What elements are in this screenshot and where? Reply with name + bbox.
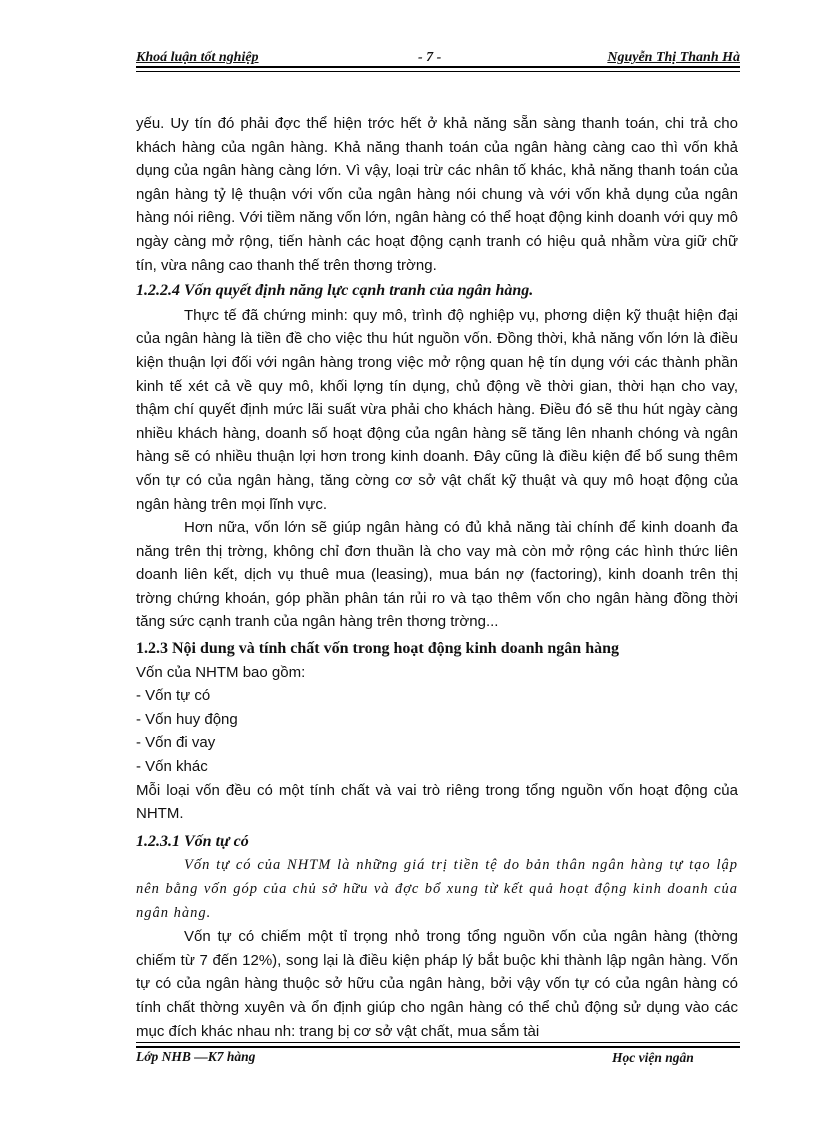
page-body (136, 112, 738, 1043)
footer-class: Lớp NHB —K7 hàng (136, 1049, 256, 1064)
footer-rule-thick (136, 1046, 740, 1048)
paragraph: Hơn nữa, vốn lớn sẽ giúp ngân hàng có đủ khả năng tài chính để kinh doanh đa năng trên thị trờng, không chỉ đơn thuần là cho vay mà còn mở rộng các hình thức liên doanh liên kết, dịch vụ thuê mua (leasing), mua bán nợ (factoring), kinh doanh trên thị trờng chứng khoán, góp phần phân tán rủi ro và tạo thêm vốn cho ngân hàng đồng thời tăng sức cạnh tranh của ngân hàng trên thơng trờng... (136, 519, 738, 631)
list-item: - Vốn khác (136, 758, 208, 776)
header-author: Nguyễn Thị Thanh Hà (607, 50, 740, 65)
section-heading-1-2-3-1: 1.2.3.1 Vốn tự có (136, 832, 249, 850)
list-item: - Vốn đi vay (136, 734, 216, 752)
section-heading-1-2-3: 1.2.3 Nội dung và tính chất vốn trong hoạt động kinh doanh ngân hàng (136, 640, 619, 658)
paragraph: Mỗi loại vốn đều có một tính chất và vai trò riêng trong tổng nguồn vốn hoạt động của NHTM. (136, 781, 738, 823)
definition-paragraph: Vốn tự có của NHTM là những giá trị tiền tệ do bản thân ngân hàng tự tạo lập nên bằng vốn góp của chủ sở hữu và đợc bổ xung từ kết quả hoạt động kinh doanh của ngân hàng. (136, 857, 738, 921)
footer-rule-thin (136, 1042, 740, 1043)
paragraph: yếu. Uy tín đó phải đợc thể hiện trớc hết ở khả năng sẵn sàng thanh toán, chi trả cho khách hàng của ngân hàng. Khả năng thanh toán của ngân hàng càng cao thì vốn khả dụng của ngân hàng càng lớn. Vì vậy, loại trừ các nhân tố khác, khả năng thanh toán của ngân hàng tỷ lệ thuận với vốn của ngân hàng nói chung và với vốn khả dụng của ngân hàng nói riêng. Với tiềm năng vốn lớn, ngân hàng có thể hoạt động kinh doanh với quy mô ngày càng mở rộng, tiến hành các hoạt động cạnh tranh có hiệu quả nhằm vừa giữ chữ tín, vừa nâng cao thanh thế trên thơng trờng. (136, 115, 738, 274)
footer-institution: Học viện ngân (612, 1050, 694, 1065)
paragraph: Thực tế đã chứng minh: quy mô, trình độ nghiệp vụ, phơng diện kỹ thuật hiện đại của ngân hàng là tiền đề cho việc thu hút nguồn vốn. Đồng thời, khả năng vốn lớn là điều kiện thuận lợi đối với ngân hàng trong việc mở rộng quan hệ tín dụng với các thành phần kinh tế xét cả về quy mô, khối lợng tín dụng, chủ động về thời gian, thời hạn cho vay, thậm chí quyết định mức lãi suất vừa phải cho khách hàng. Điều đó sẽ thu hút ngày càng nhiều khách hàng, doanh số hoạt động của ngân hàng sẽ tăng lên nhanh chóng và ngân hàng sẽ có nhiều thuận lợi hơn trong kinh doanh. Đây cũng là điều kiện để bổ sung thêm vốn tự có của ngân hàng, tăng cờng cơ sở vật chất kỹ thuật và quy mô hoạt động của ngân hàng trên mọi lĩnh vực. (136, 306, 738, 513)
header-thesis-title: Khoá luận tốt nghiệp (136, 50, 259, 65)
list-item: - Vốn tự có (136, 687, 211, 705)
section-heading-1-2-2-4: 1.2.2.4 Vốn quyết định năng lực cạnh tranh của ngân hàng. (136, 282, 534, 300)
capital-types-list (136, 684, 738, 778)
list-item: - Vốn huy động (136, 710, 238, 728)
header-rule-thick (136, 66, 740, 68)
header-rule-thin (136, 71, 740, 72)
paragraph: Vốn của NHTM bao gồm: (136, 663, 306, 681)
paragraph: Vốn tự có chiếm một tỉ trọng nhỏ trong tổng nguồn vốn của ngân hàng (thờng chiếm từ 7 đến 12%), song lại là điều kiện pháp lý bắt buộc khi thành lập ngân hàng. Vốn tự có của ngân hàng thuộc sở hữu của ngân hàng, bởi vậy vốn tự có của ngân hàng có tính chất thờng xuyên và ổn định giúp cho ngân hàng có thể chủ động sử dụng vào các mục đích khác nhau nh: trang bị cơ sở vật chất, mua sắm tài (136, 928, 738, 1040)
page-number: - 7 - (418, 50, 442, 65)
page-footer (136, 1050, 740, 1090)
